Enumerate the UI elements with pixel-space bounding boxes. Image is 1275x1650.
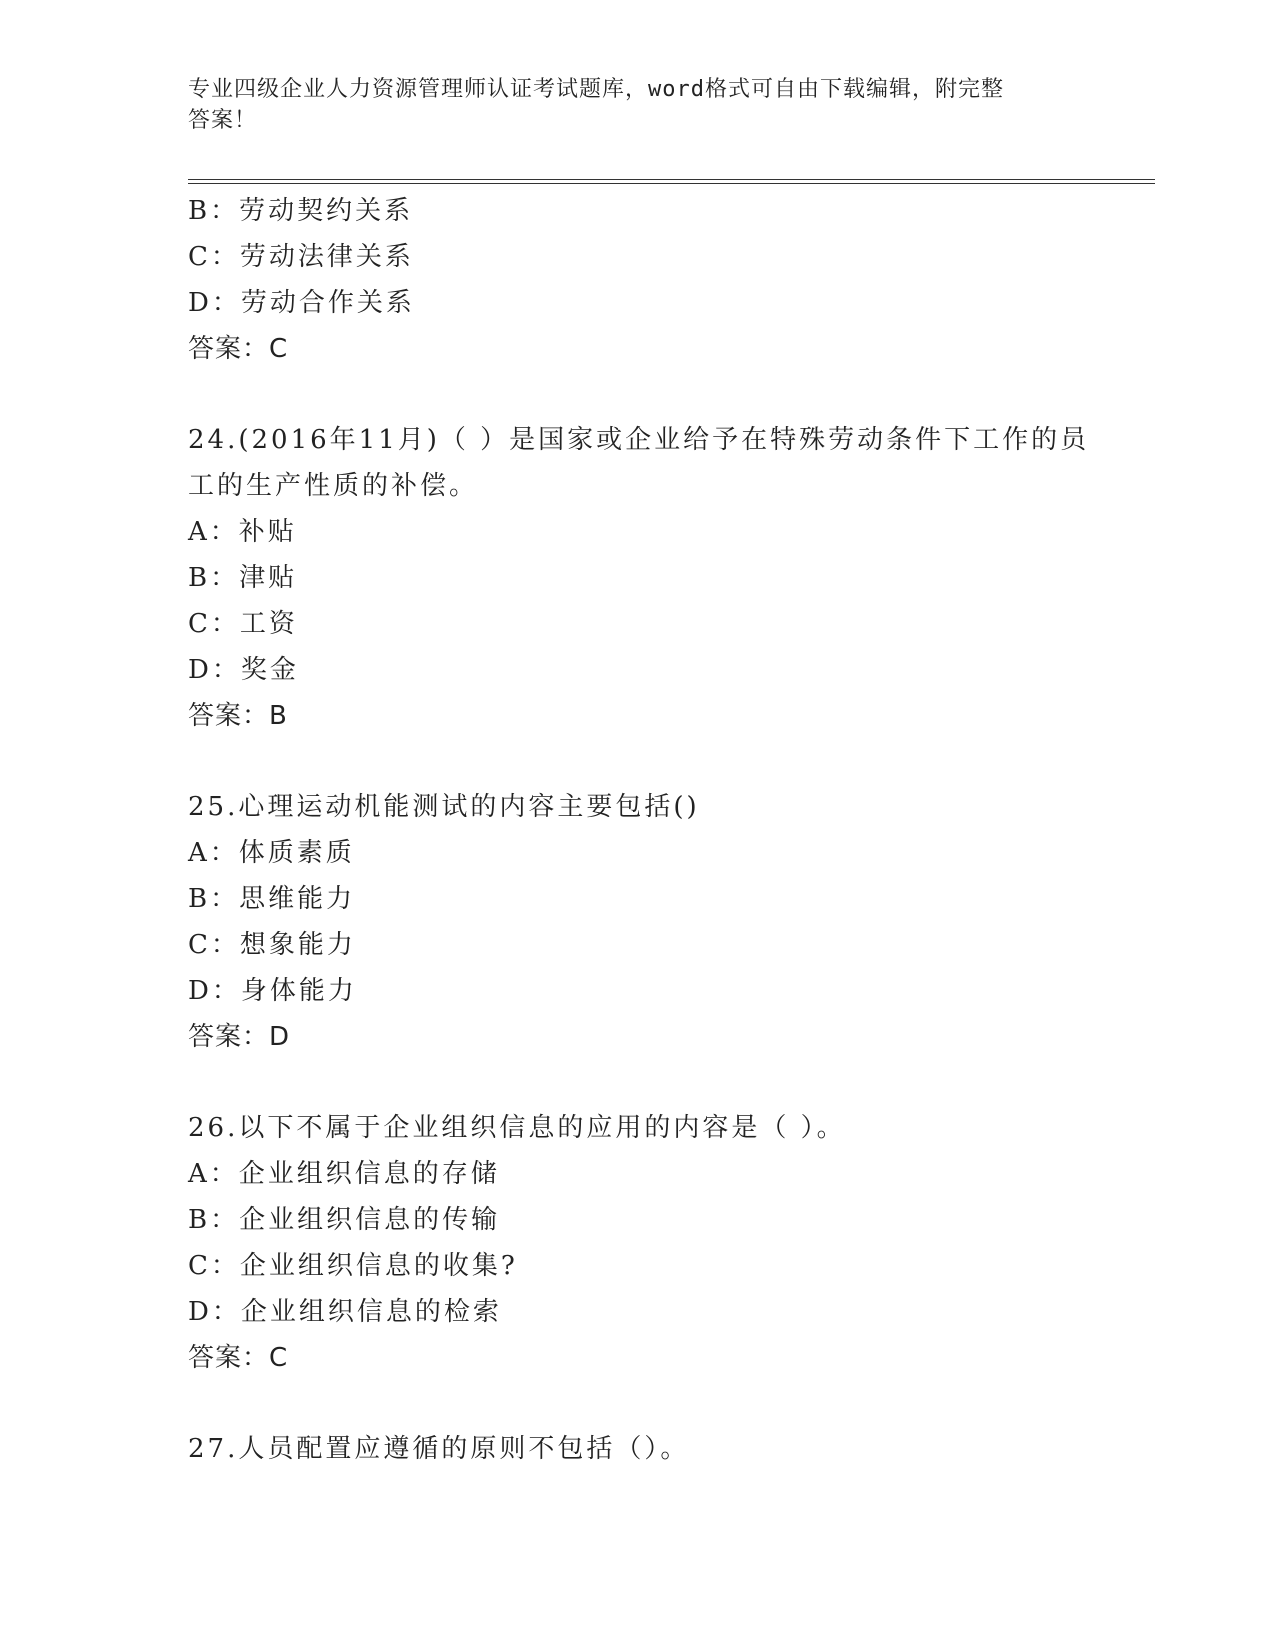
header-title-line-1: 专业四级企业人力资源管理师认证考试题库，word格式可自由下载编辑，附完整 — [188, 77, 1004, 102]
option-b: B：津贴 — [188, 563, 298, 593]
option-b: B：劳动契约关系 — [188, 196, 414, 226]
spacer — [188, 1381, 1088, 1426]
question-stem: 27.人员配置应遵循的原则不包括（）。 — [188, 1434, 690, 1464]
option-c: C：劳动法律关系 — [188, 242, 414, 272]
answer: 答案：C — [188, 334, 289, 364]
option-d: D：身体能力 — [188, 976, 357, 1006]
option-a: A：体质素质 — [188, 838, 355, 868]
question-list — [188, 188, 1088, 1472]
answer: 答案：D — [188, 1022, 291, 1052]
question-stem: 24.(2016年11月)（ ）是国家或企业给予在特殊劳动条件下工作的员 — [188, 425, 1090, 455]
option-c: C：企业组织信息的收集? — [188, 1251, 518, 1281]
option-d: D：劳动合作关系 — [188, 288, 415, 318]
header-title-line-2: 答案！ — [188, 108, 258, 133]
option-a: A：补贴 — [188, 517, 297, 547]
spacer — [188, 1060, 1088, 1105]
header-divider-bottom — [188, 183, 1155, 184]
option-c: C：想象能力 — [188, 930, 356, 960]
document-header — [188, 74, 1068, 136]
header-divider-top — [188, 179, 1155, 180]
spacer — [188, 739, 1088, 784]
spacer — [188, 372, 1088, 417]
question-stem-continued: 工的生产性质的补偿。 — [188, 471, 479, 501]
question-stem: 26.以下不属于企业组织信息的应用的内容是（ ）。 — [188, 1113, 846, 1143]
question-23-tail — [188, 188, 1088, 372]
answer: 答案：C — [188, 1343, 289, 1373]
option-c: C：工资 — [188, 609, 298, 639]
question-24 — [188, 417, 1088, 739]
option-a: A：企业组织信息的存储 — [188, 1159, 500, 1189]
answer: 答案：B — [188, 701, 288, 731]
question-27 — [188, 1426, 1088, 1472]
option-d: D：奖金 — [188, 655, 299, 685]
question-26 — [188, 1105, 1088, 1381]
option-b: B：企业组织信息的传输 — [188, 1205, 501, 1235]
option-b: B：思维能力 — [188, 884, 356, 914]
question-stem: 25.心理运动机能测试的内容主要包括() — [188, 792, 700, 822]
option-d: D：企业组织信息的检索 — [188, 1297, 502, 1327]
question-25 — [188, 784, 1088, 1060]
